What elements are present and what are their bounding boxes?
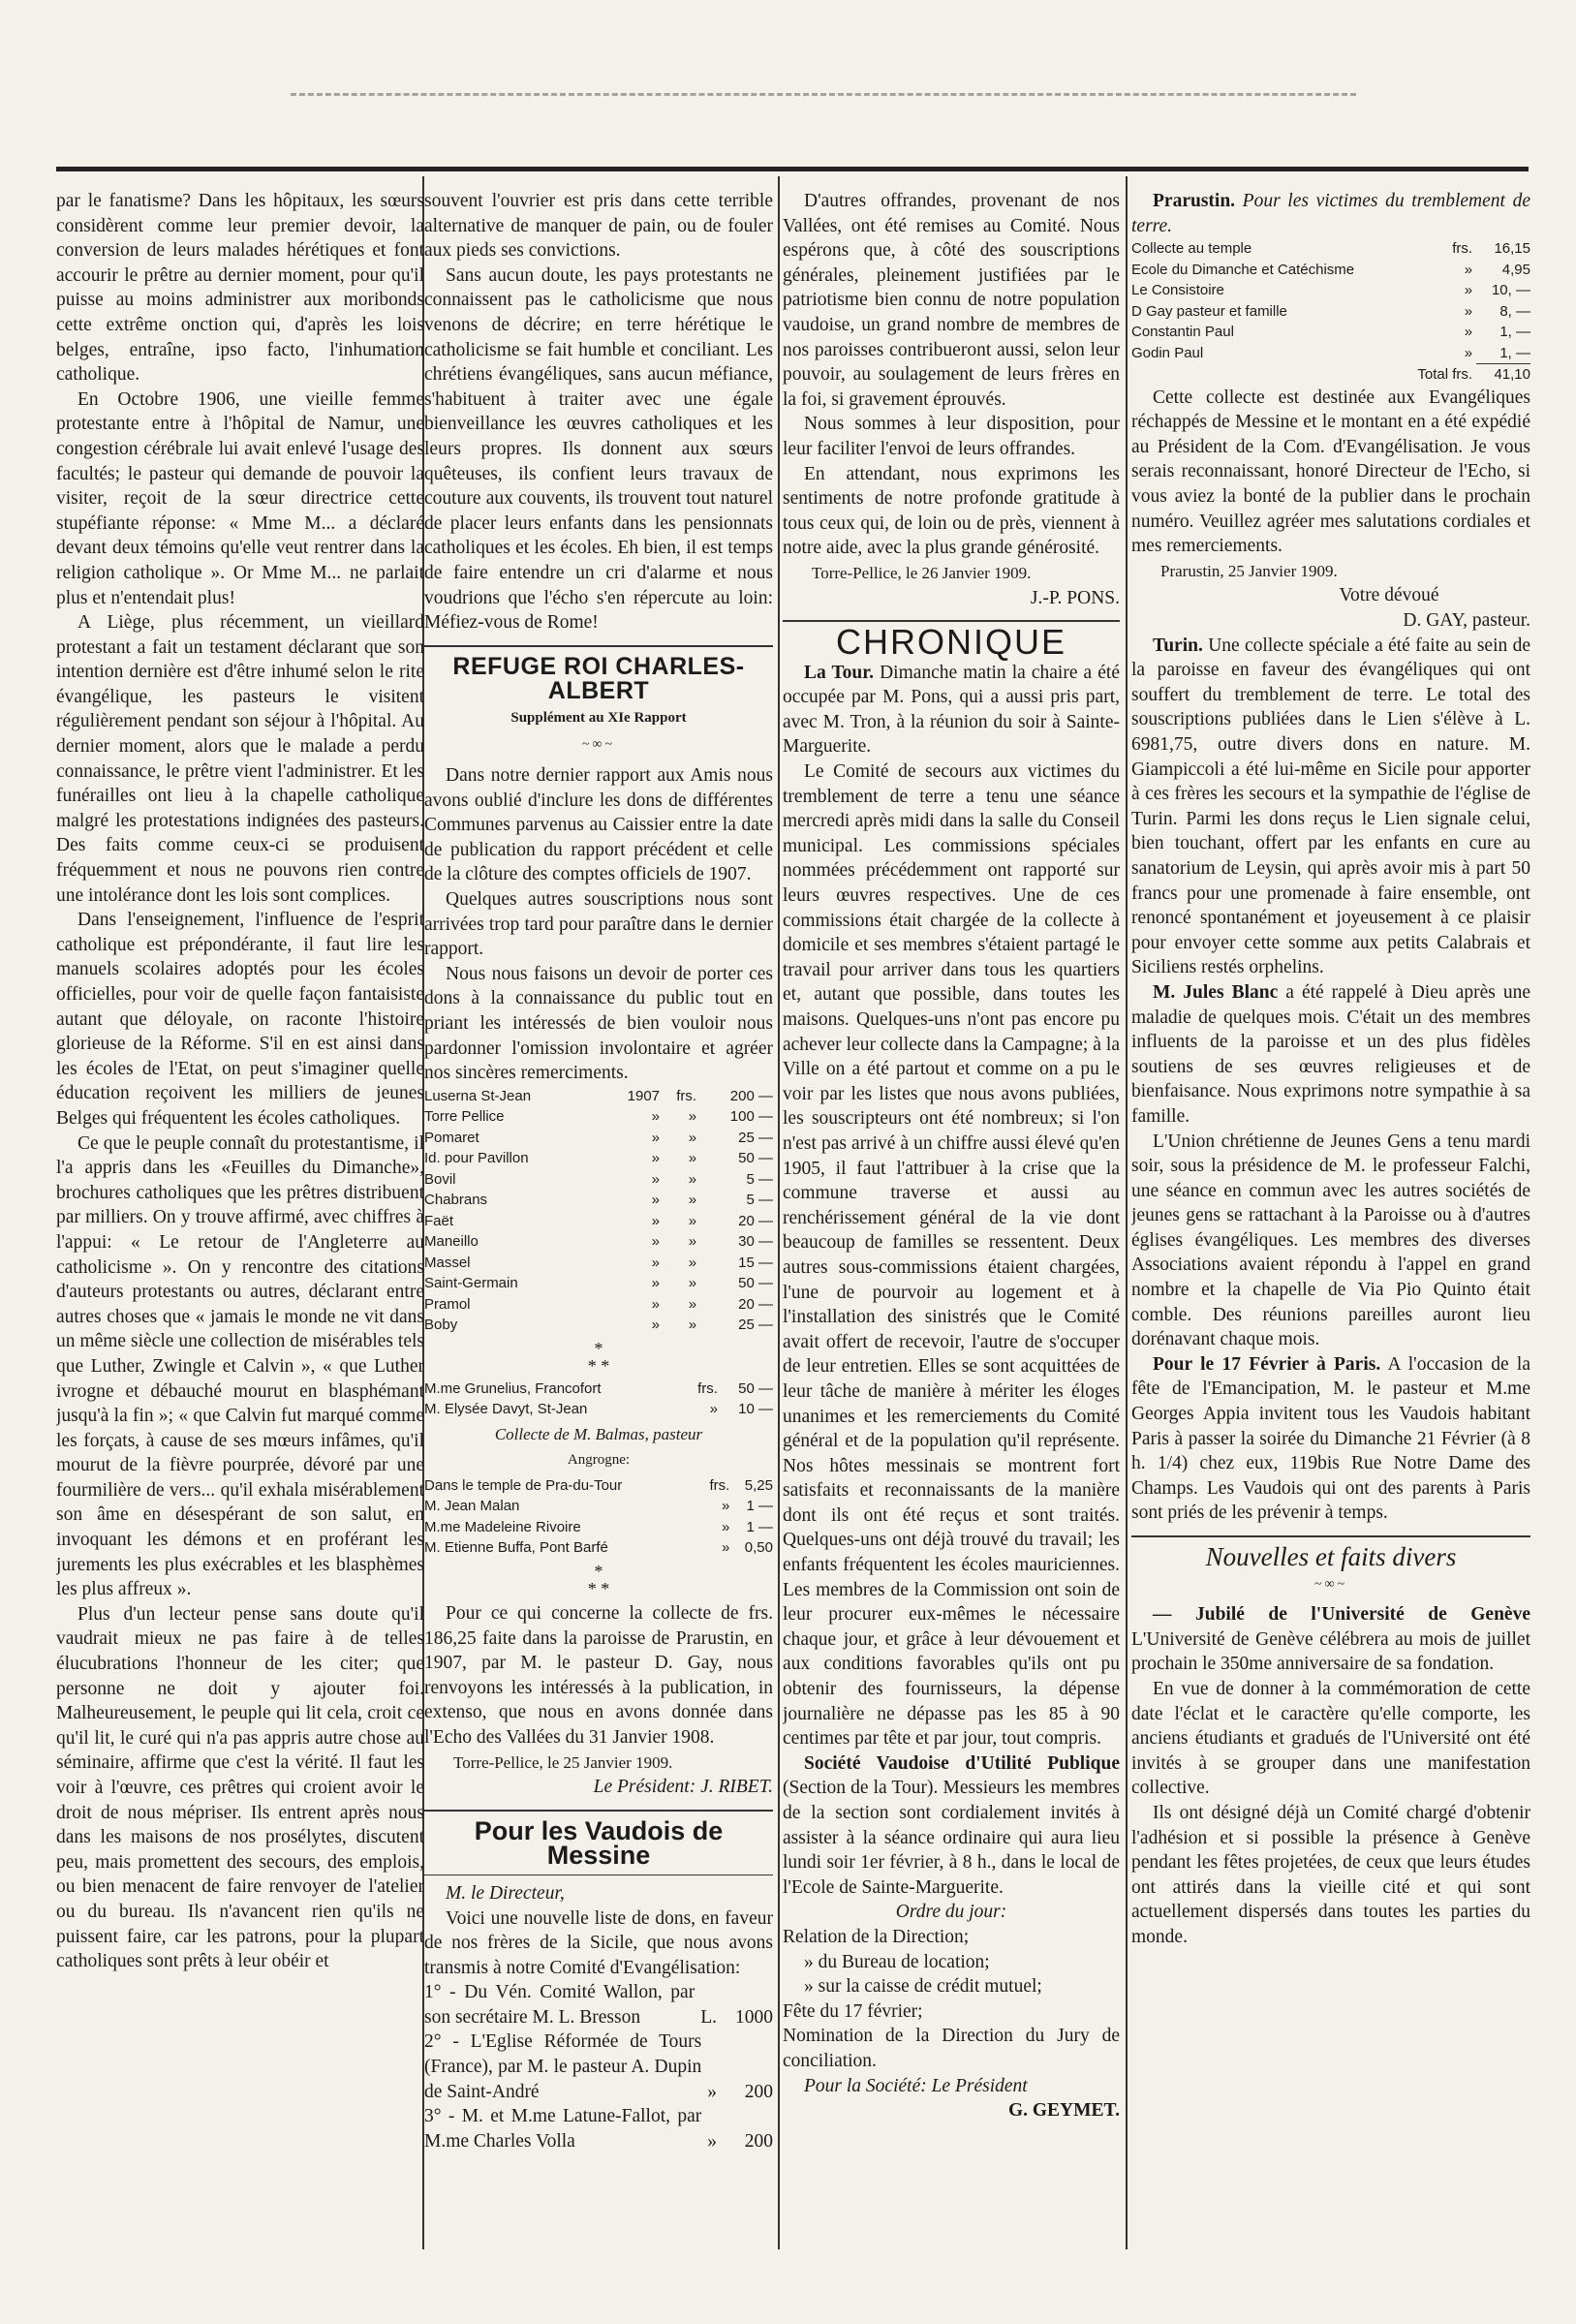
currency: » bbox=[688, 1233, 697, 1251]
amount: 8, — bbox=[1499, 302, 1530, 320]
donor-year: » bbox=[651, 1317, 661, 1334]
donor-year: » bbox=[651, 1192, 661, 1209]
amount: 50 — bbox=[738, 1275, 773, 1292]
currency: » bbox=[688, 1254, 697, 1271]
paragraph: Quelques autres souscriptions nous sont arrivées trop tard pour paraître dans le dernier rapport. bbox=[424, 889, 773, 960]
section-rule bbox=[1131, 1535, 1530, 1537]
currency: » bbox=[721, 1518, 730, 1535]
amount: 25 — bbox=[738, 1317, 773, 1334]
column-3 bbox=[783, 189, 1120, 2291]
paragraph: Voici une nouvelle liste de dons, en faveur de nos frères de la Sicile, que nous avons transmis à notre Comité d'Evangélisation: bbox=[424, 1907, 773, 1978]
nouvelles-title: Nouvelles et faits divers bbox=[1205, 1542, 1457, 1571]
currency: frs. bbox=[676, 1087, 697, 1104]
donor-year: » bbox=[651, 1108, 661, 1126]
table-row bbox=[424, 1399, 773, 1420]
column-1 bbox=[56, 189, 424, 2291]
amount: 50 — bbox=[738, 1150, 773, 1167]
amount: 5,25 bbox=[744, 1476, 773, 1494]
donation-text: 1° - Du Vén. Comité Wallon, par son secrétaire M. L. Bresson bbox=[424, 1982, 695, 2028]
ornament: ~∞~ bbox=[1313, 1576, 1348, 1592]
chronique-paragraph: Le Comité de secours aux victimes du tremblement de terre a tenu une séance mercredi après midi dans la salle du Conseil municipal. Les commissions spéciales nommées précédemment ont rapporté sur leurs œuvres respectives. Une de ces commissions était chargée de la collecte à domicile et ses membres s'étaient partagé le travail pour arriver dans tous les quartiers et, autant que possible, dans toutes les maisons. Quelques-uns n'ont pas encore pu achever leur collecte dans la Campagne; à la Ville on a été partout et comme on a pu le voir par les listes que nous avons publiées, les souscripteurs ont été nombreux; si l'on n'est pas arrivé à un chiffre aussi élevé qu'en 1905, il faut l'attribuer à la crise que la commune traverse et aussi au renchérissement général de la vie dont beaucoup de familles se ressentent. Deux autres sous-commissions étaient chargées, l'une de pourvoir au logement et à l'installation des sinistrés que le Comité avait offert de recevoir, l'autre de s'occuper de leur entretien. Elles se sont acquittées de leur tâche de manière à mériter les éloges unanimes et les remerciements du Comité général et de la population qu'il représente. Nos hôtes messinais se montrent fort satisfaits et reconnaissants de la manière dont ils ont été reçus et sont traités. Quelques-uns ont déjà trouvé du travail; les enfants fréquentent les écoles mauriciennes. Les membres de la Commission ont soin de leur procurer eux-mêmes le nécessaire chaque jour, et grâce à leur dévouement et aux conditions favorables qu'ils ont pu obtenir des fournisseurs, la dépense journalière ne dépasse pas les 85 à 90 centimes par tête et par jour, tout compris. bbox=[783, 761, 1120, 1750]
table-row bbox=[424, 1273, 773, 1294]
donor-name: Pramol bbox=[424, 1295, 471, 1313]
paragraph: par le fanatisme? Dans les hôpitaux, les sœurs considèrent comme leur premier devoir, la conversion de leurs malades hérétiques et font accourir le prêtre au dernier moment, pour qu'il puisse au moins administrer aux moribonds cette extrême onction qui, d'après les lois belges, entraîne, ipso facto, l'inhumation catholique. bbox=[56, 191, 424, 386]
header-rule bbox=[56, 167, 1529, 171]
donor-year: » bbox=[651, 1129, 661, 1146]
votre-devoue: Votre dévoué bbox=[1339, 585, 1439, 606]
table-row bbox=[424, 1128, 773, 1149]
paragraph: Sans aucun doute, les pays protestants ne connaissent pas le catholicisme que nous venons de décrire; en terre hérétique le catholicisme se fait humble et conciliant. Les chrétiens évangéliques, sans aucun méfiance, s'habituent à traiter avec une égale bienveillance les œuvres catholiques et les leurs propres. Ils donnent aux sœurs quêteuses, ils confient leurs travaux de couture aux couvents, ils trouvent tout naturel de placer leurs enfants dans les pensionnats catholiques et les écoles. Eh bien, il est temps de faire entendre un cri d'alarme et nous voudrions que l'écho s'en répercute au loin: Méfiez-vous de Rome! bbox=[424, 264, 773, 634]
angrogne-heading: Angrogne: bbox=[567, 1452, 631, 1469]
table-row bbox=[424, 1253, 773, 1274]
currency: » bbox=[688, 1275, 697, 1292]
donation-text: 2° - L'Eglise Réformée de Tours (France), par M. le pasteur A. Dupin de Saint-André bbox=[424, 2031, 702, 2102]
donor-year: » bbox=[651, 1170, 661, 1188]
amount: 1 — bbox=[746, 1518, 773, 1535]
signature: D. GAY, pasteur. bbox=[1403, 610, 1530, 632]
table-row bbox=[424, 1086, 773, 1107]
donor-name: Constantin Paul bbox=[1131, 324, 1234, 341]
currency: L. bbox=[700, 2006, 717, 2028]
donations-table bbox=[424, 1379, 773, 1420]
amount: 1, — bbox=[1499, 324, 1530, 341]
chronique-paragraph: Société Vaudoise d'Utilité Publique (Section de la Tour). Messieurs les membres de la section sont cordialement invités à assister à la séance ordinaire qui aura lieu lundi soir 1er février, à 8 h., dans le local de l'Ecole de Sainte-Marguerite. bbox=[783, 1752, 1120, 1898]
column-divider bbox=[1126, 176, 1128, 2249]
donor-year: » bbox=[651, 1295, 661, 1313]
paragraph: Ils ont désigné déjà un Comité chargé d'obtenir l'adhésion et si possible la présence à Genève pendant les fêtes projetées, de ceux que leurs études ont attirés dans la vieille cité et qui sont actuellement dispersés dans toutes les parties du monde. bbox=[1131, 1802, 1530, 1947]
collecte-heading: Collecte de M. Balmas, pasteur bbox=[494, 1424, 703, 1443]
amount: 10 — bbox=[738, 1401, 773, 1418]
section-rule bbox=[424, 645, 773, 647]
table-row bbox=[1131, 343, 1530, 364]
currency: » bbox=[688, 1170, 697, 1188]
amount: 1 — bbox=[746, 1498, 773, 1515]
donor-name: Maneillo bbox=[424, 1233, 479, 1251]
donor-name: Bovil bbox=[424, 1170, 456, 1188]
donor-name: M.me Grunelius, Francofort bbox=[424, 1379, 602, 1397]
place-date: Prarustin, 25 Janvier 1909. bbox=[1160, 561, 1338, 580]
donor-year: 1907 bbox=[627, 1087, 661, 1104]
donor-name: M. Etienne Buffa, Pont Barfé bbox=[424, 1539, 608, 1557]
place-date: Torre-Pellice, le 26 Janvier 1909. bbox=[812, 563, 1032, 582]
table-row bbox=[424, 1294, 773, 1316]
donor-name: Le Consistoire bbox=[1131, 282, 1224, 299]
donation-text: 3° - M. et M.me Latune-Fallot, par M.me Charles Volla bbox=[424, 2106, 702, 2152]
paragraph: En vue de donner à la commémoration de cette date l'éclat et le caractère qu'elle comporte, les anciens étudiants et gradués de l'Université ont été invités à se grouper dans une manifestation collective. bbox=[1131, 1678, 1530, 1799]
donor-name: M. Elysée Davyt, St-Jean bbox=[424, 1401, 588, 1418]
chronique-title: CHRONIQUE bbox=[835, 622, 1066, 663]
currency: » bbox=[1464, 282, 1473, 299]
refuge-subtitle: Supplément au XIe Rapport bbox=[510, 709, 687, 726]
chronique-paragraph: La Tour. Dimanche matin la chaire a été occupée par M. Pons, qui a aussi pris part, avec M. Tron, à la réunion du soir à Sainte-Marguerite. bbox=[783, 662, 1120, 758]
amount: 30 — bbox=[738, 1233, 773, 1251]
amount: 200 bbox=[744, 2081, 773, 2102]
amount: 100 — bbox=[729, 1108, 773, 1126]
table-row bbox=[424, 1148, 773, 1169]
prarustin-table bbox=[1131, 238, 1530, 386]
donor-name: D Gay pasteur et famille bbox=[1131, 302, 1287, 320]
donor-year: » bbox=[651, 1150, 661, 1167]
donor-name: Collecte au temple bbox=[1131, 240, 1252, 258]
donor-year: » bbox=[651, 1233, 661, 1251]
currency: » bbox=[1464, 324, 1473, 341]
currency: » bbox=[1464, 344, 1473, 361]
signature: Le Président: J. RIBET. bbox=[593, 1777, 773, 1798]
president-signature: G. GEYMET. bbox=[1007, 2100, 1120, 2122]
donation-item bbox=[424, 1980, 773, 2030]
donor-name: Massel bbox=[424, 1254, 471, 1271]
currency: frs. bbox=[709, 1476, 730, 1494]
asterism: * * * bbox=[587, 1561, 610, 1598]
union-paragraph: L'Union chrétienne de Jeunes Gens a tenu mardi soir, sous la présidence de M. le professeur Falchi, une séance en commun avec les autres sociétés de jeunes gens se rattachant à la Paroisse ou à d'autres églises évangéliques. Les membres des diverses Associations avaient répondu à l'appel en grand nombre et la chapelle de Via Pio Quinto était comble. Des réunions pareilles auront lieu dorénavant chaque mois. bbox=[1131, 1131, 1530, 1350]
signature: J.-P. PONS. bbox=[1030, 587, 1120, 608]
donor-name: Boby bbox=[424, 1317, 458, 1334]
currency: » bbox=[688, 1150, 697, 1167]
amount: 10, — bbox=[1491, 282, 1530, 299]
paragraph: Pour ce qui concerne la collecte de frs. 186,25 faite dans la paroisse de Prarustin, en 1907, par M. le pasteur D. Gay, nous renvoyons les intéressés à la publication, in extenso, que nous en avons donnée dans l'Echo des Vallées du 31 Janvier 1908. bbox=[424, 1602, 773, 1748]
currency: » bbox=[688, 1108, 697, 1126]
table-row bbox=[424, 1379, 773, 1400]
table-row bbox=[1131, 301, 1530, 323]
salutation: M. le Directeur, bbox=[446, 1882, 565, 1904]
paragraph: souvent l'ouvrier est pris dans cette terrible alternative de manquer de pain, ou de fouler aux pieds ses convictions. bbox=[424, 191, 773, 262]
donor-name: M.me Madeleine Rivoire bbox=[424, 1518, 581, 1535]
ornament: ~∞~ bbox=[581, 737, 616, 753]
amount: 20 — bbox=[738, 1212, 773, 1229]
amount: 25 — bbox=[738, 1129, 773, 1146]
currency: » bbox=[688, 1295, 697, 1313]
ordre-item: Fête du 17 février; bbox=[783, 2000, 923, 2022]
ordre-item: » sur la caisse de crédit mutuel; bbox=[804, 1976, 1042, 1998]
donor-name: Faët bbox=[424, 1212, 454, 1229]
currency: » bbox=[709, 1401, 718, 1418]
place-date: Torre-Pellice, le 25 Janvier 1909. bbox=[453, 1752, 673, 1772]
currency: » bbox=[688, 1129, 697, 1146]
table-row bbox=[424, 1211, 773, 1232]
donor-name: Luserna St-Jean bbox=[424, 1087, 532, 1104]
table-row bbox=[424, 1517, 773, 1538]
table-row bbox=[1131, 280, 1530, 301]
table-row bbox=[1131, 238, 1530, 260]
amount: 4,95 bbox=[1501, 261, 1530, 278]
table-row bbox=[424, 1537, 773, 1559]
donations-table bbox=[424, 1475, 773, 1559]
donor-name: M. Jean Malan bbox=[424, 1498, 520, 1515]
currency: » bbox=[721, 1498, 730, 1515]
amount: 5 — bbox=[746, 1192, 773, 1209]
table-row bbox=[424, 1106, 773, 1128]
refuge-title: REFUGE ROI CHARLES-ALBERT bbox=[452, 652, 745, 705]
table-row bbox=[424, 1315, 773, 1336]
amount: 50 — bbox=[738, 1379, 773, 1397]
paragraph: En attendant, nous exprimons les sentiments de notre profonde gratitude à tous ceux qui, de loin ou de près, viennent à notre aide, avec la plus grande générosité. bbox=[783, 463, 1120, 559]
jules-paragraph: M. Jules Blanc a été rappelé à Dieu après une maladie de quelques mois. C'était un des membres influents de la paroisse et un des plus fidèles soutiens de ses œuvres religieuses et de bienfaisance. Nous exprimons notre sympathie à sa famille. bbox=[1131, 981, 1530, 1127]
amount: 16,15 bbox=[1494, 240, 1530, 258]
prarustin-heading: Prarustin. Pour les victimes du tremblement de terre. bbox=[1131, 191, 1530, 236]
fevrier-paragraph: Pour le 17 Février à Paris. A l'occasion de la fête de l'Emancipation, M. le pasteur et M.me Georges Appia invitent tous les Vaudois habitant Paris à passer la soirée du Dimanche 21 Février (à 8 h. 1/4) chez eux, 119bis Rue Notre Dame des Champs. Les Vaudois qui ont des parents à Paris sont priés de les prévenir à temps. bbox=[1131, 1353, 1530, 1524]
amount: 0,50 bbox=[744, 1539, 773, 1557]
column-4 bbox=[1131, 189, 1530, 2291]
total-amount: 41,10 bbox=[1476, 364, 1530, 386]
currency: » bbox=[1464, 261, 1473, 278]
currency: frs. bbox=[1452, 240, 1473, 258]
table-row bbox=[424, 1475, 773, 1497]
ordre-item: Nomination de la Direction du Jury de conciliation. bbox=[783, 2026, 1120, 2071]
ordre-item: Relation de la Direction; bbox=[783, 1926, 970, 1947]
currency: » bbox=[688, 1212, 697, 1229]
donor-name: Id. pour Pavillon bbox=[424, 1150, 529, 1167]
total-row bbox=[1131, 364, 1530, 386]
paragraph: D'autres offrandes, provenant de nos Vallées, ont été remises au Comité. Nous espérons que, à côté des souscriptions générales, pleinement justifiées par le patriotisme bien connu de notre population vaudoise, un grand nombre de membres de nos paroisses contribueront aussi, selon leur pouvoir, au soulagement de leurs frères en la foi, si gravement éprouvés. bbox=[783, 191, 1120, 410]
section-rule bbox=[424, 1810, 773, 1812]
amount: 5 — bbox=[746, 1170, 773, 1188]
amount: 1000 bbox=[735, 2006, 773, 2028]
currency: » bbox=[707, 2130, 717, 2152]
amount: 15 — bbox=[738, 1254, 773, 1271]
column-2 bbox=[424, 189, 773, 2291]
table-row bbox=[424, 1231, 773, 1253]
amount: 200 bbox=[744, 2130, 773, 2152]
currency: » bbox=[721, 1539, 730, 1557]
paragraph: Cette collecte est destinée aux Evangéliques réchappés de Messine et le montant en a été expédié au Président de la Com. d'Evangélisation. Je vous serais reconnaissant, honoré Directeur de l'Echo, si vous aviez la bonté de la publier dans le prochain numéro. Veuillez agréer mes salutations cordiales et mes remerciements. bbox=[1131, 387, 1530, 557]
donor-name: Godin Paul bbox=[1131, 344, 1204, 361]
paragraph: Dans l'enseignement, l'influence de l'esprit catholique est prépondérante, il faut lire les manuels scolaires adoptés pour les écoles officielles, pour voir de quelle façon fantaisiste autant que déloyale, on raconte l'histoire glorieuse de la Réforme. S'il en est ainsi dans les écoles de l'Etat, on peut s'imaginer quelle éducation reçoivent les milliers de jeunes Belges qui fréquentent les écoles catholiques. bbox=[56, 910, 424, 1129]
donor-name: Dans le temple de Pra-du-Tour bbox=[424, 1476, 623, 1494]
donor-year: » bbox=[651, 1212, 661, 1229]
paragraph: En Octobre 1906, une vieille femme protestante entre à l'hôpital de Namur, une congestion cérébrale lui avait enlevé l'usage des facultés; le pasteur qui demande de pouvoir la visiter, reçoit de la sœur directrice cette stupéfiante réponse: « Mme M... a déclaré devant deux témoins qu'elle veut rentrer dans la religion catholique ». Or Mme M... ne parlait plus et n'entendait plus! bbox=[56, 388, 424, 608]
donor-year: » bbox=[651, 1254, 661, 1271]
donation-item bbox=[424, 2030, 773, 2104]
table-row bbox=[1131, 260, 1530, 281]
messine-title: Pour les Vaudois de Messine bbox=[474, 1815, 724, 1871]
donation-item bbox=[424, 2104, 773, 2154]
amount: 1, — bbox=[1499, 344, 1530, 361]
total-label: Total frs. bbox=[1417, 365, 1473, 383]
paragraph: Nous sommes à leur disposition, pour leur faciliter l'envoi de leurs offrandes. bbox=[783, 414, 1120, 459]
ordre-item: » du Bureau de location; bbox=[804, 1951, 990, 1972]
column-divider bbox=[778, 176, 780, 2249]
pour-societe: Pour la Société: Le Président bbox=[804, 2075, 1028, 2096]
donor-name: Saint-Germain bbox=[424, 1275, 518, 1292]
currency: frs. bbox=[697, 1379, 718, 1397]
table-row bbox=[1131, 322, 1530, 343]
currency: » bbox=[1464, 302, 1473, 320]
currency: » bbox=[707, 2081, 717, 2102]
paragraph: A Liège, plus récemment, un vieillard protestant a fait un testament déclarant que son intention dernière est d'être inhumé selon le rite évangélique, les pasteurs le visitent régulièrement pendant son séjour à l'hôpital. Au dernier moment, alors que le malade a perdu connaissance, le prêtre vient l'administrer. Et les funérailles ont lieu à la chapelle catholique malgré les protestations indignées des pasteurs. Des faits comme ceux-ci se produisent fréquemment et nous ne pouvons rien contre une intolérance dont les lois sont complices. bbox=[56, 612, 424, 906]
currency: » bbox=[688, 1317, 697, 1334]
table-row bbox=[424, 1169, 773, 1191]
paragraph: Plus d'un lecteur pense sans doute qu'il vaudrait mieux ne pas faire à de telles élucubrations l'honneur de les citer; que personne ne doit y ajouter foi. Malheureusement, le peuple qui lit cela, croit ce qu'il lit, le curé qui n'a pas appris autre chose au séminaire, affirme que c'est la vérité. Il faut les voir à l'œuvre, ces prêtres qui croient avoir le droit de nous mépriser. Ils entrent après nous dans les maisons de nos prosélytes, discutent peu, mais promettent des secours, des emplois, ou bien menacent de faire renvoyer de l'atelier ou du bureau. Ils n'avancent rien qu'ils ne puissent faire, car les patrons, pour la plupart catholiques sont prêts à leur obéir et bbox=[56, 1603, 424, 1972]
donor-name: Chabrans bbox=[424, 1192, 488, 1209]
currency: » bbox=[688, 1192, 697, 1209]
turin-paragraph: Turin. Une collecte spéciale a été faite au sein de la paroisse en faveur des évangéliques qui ont souffert du tremblement de terre. Le total des souscriptions publiées dans le Lien s'élève à L. 6981,75, outre divers dons en nature. M. Giampiccoli a été lui-même en Sicile pour apporter à ces frères les secours et la sympathie de l'église de Turin. Parmi les dons reçus le Lien signale celui, bien touchant, offert par les enfants en cure au sanatorium de Leysin, qui après avoir mis à part 50 francs pour une promenade à faire ensemble, ont renoncé spontanément et joyeusement à ce plaisir pour envoyer cette somme aux petits Calabrais et Siciliens restés orphelins. bbox=[1131, 635, 1530, 978]
paragraph: Ce que le peuple connaît du protestantisme, il l'a appris dans les «Feuilles du Dimanche», brochures catholiques que les prêtres distribuent par milliers. On y trouve affirmé, avec chiffres à l'appui: « Le retour de l'Angleterre au catholicisme ». On y rencontre des citations d'auteurs protestants ou autres, déclarant entre autres choses que « jamais le monde ne vit dans un même siècle une collection de misérables tels que Luther, Zwingle et Calvin », « que Luther ivrogne et débauché mourut en blasphémant jusqu'à la fin »; « que Calvin fut marqué comme les forçats, à cause de ses mœurs infâmes, qu'il mourut de la fièvre pourprée, dévoré par une fourmilière de vers... qu'il exhala misérablement son âme en désespérant de son salut, en invoquant les démons et en proférant les jurements les plus exécrables et les blasphèmes les plus affreux ». bbox=[56, 1132, 424, 1600]
table-row bbox=[424, 1190, 773, 1211]
donations-table bbox=[424, 1086, 773, 1336]
paragraph: Dans notre dernier rapport aux Amis nous avons oublié d'inclure les dons de différentes Communes parvenus au Caissier entre la date de publication du rapport précédent et celle de la clôture des comptes officiels de 1907. bbox=[424, 765, 773, 885]
paragraph: Nous nous faisons un devoir de porter ces dons à la connaissance du public tout en priant les intéressés de bien vouloir nous pardonner l'omission involontaire et agréer nos sincères remerciments. bbox=[424, 963, 773, 1084]
ordre-heading: Ordre du jour: bbox=[895, 1902, 1007, 1923]
asterism: * * * bbox=[587, 1338, 610, 1376]
amount: 20 — bbox=[738, 1295, 773, 1313]
amount: 200 — bbox=[729, 1087, 773, 1104]
donor-name: Ecole du Dimanche et Catéchisme bbox=[1131, 261, 1355, 278]
jubile-paragraph: — Jubilé de l'Université de Genève L'Université de Genève célébrera au mois de juillet prochain le 350me anniversaire de sa fondation. bbox=[1131, 1604, 1530, 1675]
donor-name: Torre Pellice bbox=[424, 1108, 505, 1126]
top-dashed-line bbox=[291, 93, 1356, 100]
donor-year: » bbox=[651, 1275, 661, 1292]
table-row bbox=[424, 1496, 773, 1517]
donor-name: Pomaret bbox=[424, 1129, 479, 1146]
